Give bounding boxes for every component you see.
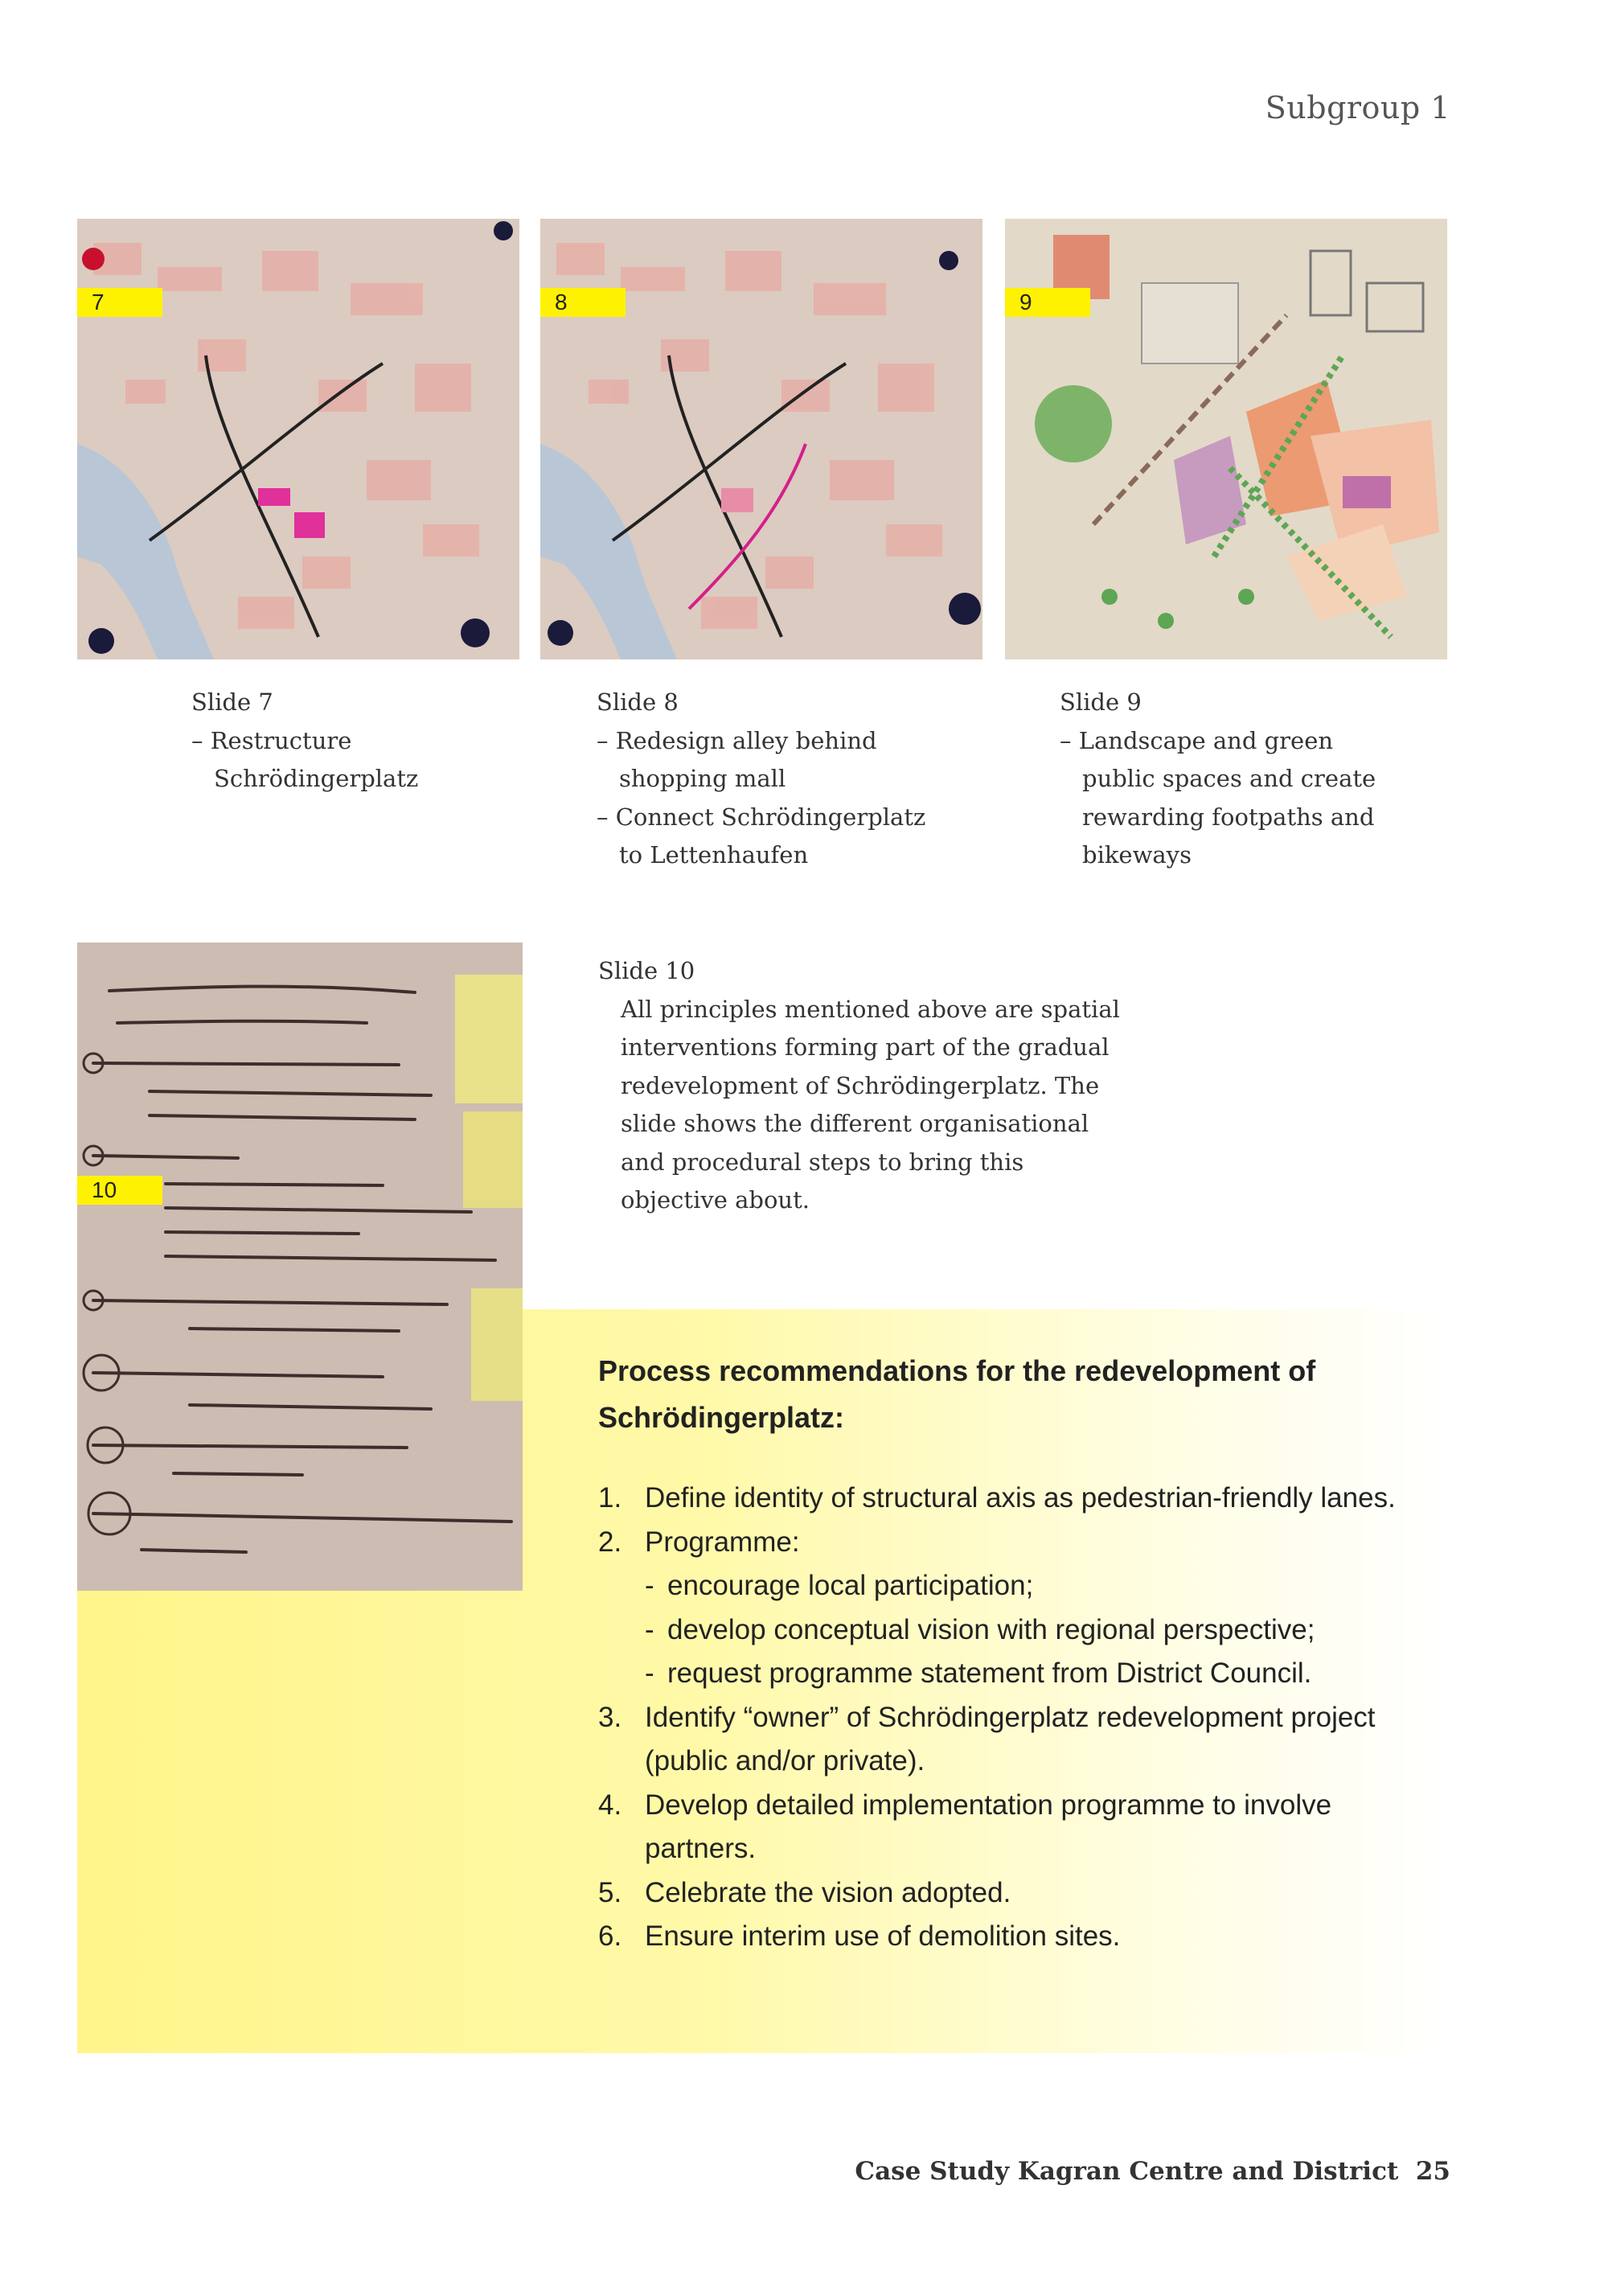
slide-10-title: Slide 10 — [598, 957, 695, 984]
slide-number-9: 9 — [1005, 288, 1090, 317]
footer-title: Case Study Kagran Centre and District — [855, 2157, 1399, 2186]
recommendations-list — [598, 1477, 1418, 1959]
caption-slide-7 — [191, 684, 497, 799]
whiteboard-notes — [77, 943, 523, 1591]
list-subitem: - encourage local participation; — [645, 1570, 1034, 1601]
map-sketch-7 — [77, 219, 519, 659]
caption-item: – Connect Schrödingerplatz to Lettenhaufen — [597, 803, 926, 869]
slide-number-8: 8 — [540, 288, 626, 317]
slide-number-7: 7 — [77, 288, 162, 317]
slide-9-image — [1005, 219, 1447, 659]
slide-10-body: All principles mentioned above are spatial interventions forming part of the gradual redevelopment of Schrödingerplatz. The slide shows the different organisational and procedural steps to bring this objective about. — [621, 995, 1120, 1214]
list-item: 5. Celebrate the vision adopted. — [598, 1876, 1011, 1908]
caption-title: Slide 9 — [1060, 688, 1142, 716]
page-header: Subgroup 1 — [1265, 90, 1450, 125]
caption-slide-9 — [1060, 684, 1381, 875]
list-item: 1. Define identity of structural axis as pedestrian-friendly lanes. — [598, 1482, 1396, 1514]
slide-10-image — [77, 943, 523, 1591]
list-item: 6. Ensure interim use of demolition sites. — [598, 1920, 1121, 1952]
caption-slide-8 — [597, 684, 934, 875]
list-item: 2. Programme: — [598, 1526, 800, 1558]
caption-item: – Redesign alley behind shopping mall — [597, 726, 877, 792]
list-item: 3. Identify “owner” of Schrödingerplatz redevelopment project (public and/or private). — [598, 1701, 1376, 1776]
map-sketch-8 — [540, 219, 982, 659]
recommendations-heading: Process recommendations for the redevelopment of Schrödingerplatz: — [598, 1354, 1316, 1434]
map-sketch-9 — [1005, 219, 1447, 659]
caption-title: Slide 8 — [597, 688, 679, 716]
caption-item: – Restructure Schrödingerplatz — [191, 726, 419, 792]
list-item: 4. Develop detailed implementation programme to involve partners. — [598, 1789, 1332, 1864]
slide-10-description — [598, 952, 1129, 1220]
slide-7-image — [77, 219, 519, 659]
slide-8-image — [540, 219, 982, 659]
page-number: 25 — [1415, 2157, 1450, 2186]
caption-title: Slide 7 — [191, 688, 273, 716]
caption-item: – Landscape and green public spaces and create rewarding footpaths and bikeways — [1060, 726, 1376, 869]
slide-number-10: 10 — [77, 1176, 162, 1205]
process-recommendations — [598, 1348, 1418, 1959]
page-footer — [855, 2157, 1450, 2186]
list-subitem: - request programme statement from District Council. — [645, 1657, 1312, 1689]
list-subitem: - develop conceptual vision with regional perspective; — [645, 1613, 1315, 1645]
